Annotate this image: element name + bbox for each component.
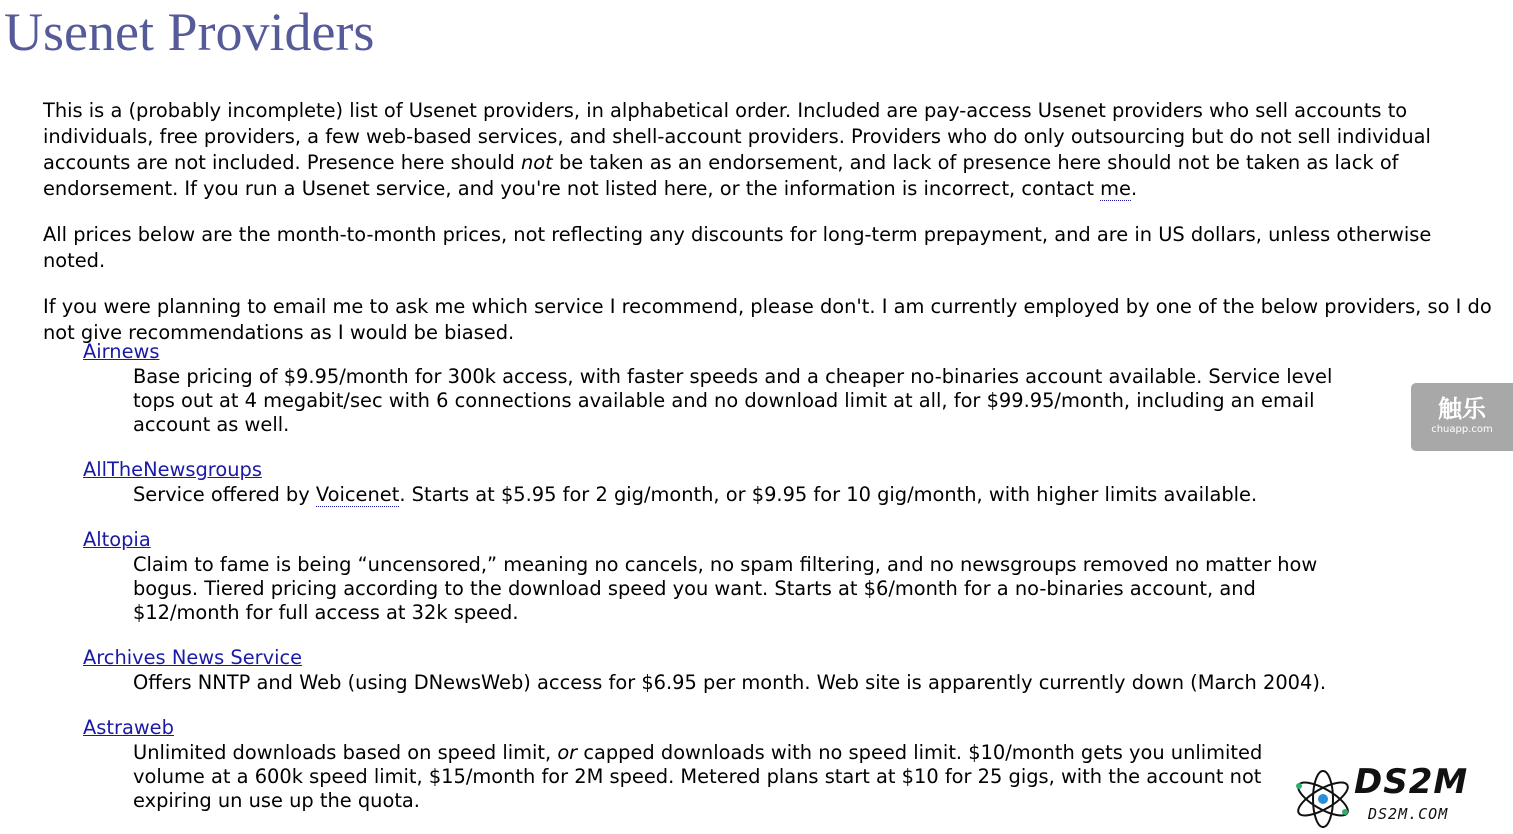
intro-paragraph-3: If you were planning to email me to ask me which service I recommend, please don't. I am currently employed by one of the below providers, so I do not give recommendations as I would be biased. bbox=[43, 295, 1492, 344]
intro-text-after: be taken as an endorsement, and lack of presence here should not be taken as lack of endorsement. If you run a Usenet service, and you're not listed here, or the information is incorrect, contact bbox=[43, 151, 1399, 200]
provider-description-archives-news-service: Offers NNTP and Web (using DNewsWeb) access for $6.95 per month. Web site is apparently currently down (March 2004). bbox=[133, 671, 1327, 694]
provider-link-airnews[interactable]: Airnews bbox=[83, 340, 160, 363]
description-text: Service offered by bbox=[133, 483, 316, 506]
provider-entry-airnews bbox=[83, 340, 1333, 365]
badge-logo-text: 触乐 bbox=[1438, 395, 1486, 423]
description-text-after: capped downloads with no speed limit. $10/month gets you unlimited volume at a 600k speed limit, $15/month for 2M speed. Metered plans start at $10 for 25 gigs, with the account not expiring un use up the quota. bbox=[133, 741, 1263, 812]
provider-entry-altopia bbox=[83, 528, 1333, 553]
provider-entry-archives-news-service bbox=[83, 646, 1333, 671]
description-text: Unlimited downloads based on speed limit, bbox=[133, 741, 558, 764]
intro-paragraph-1 bbox=[43, 98, 1493, 202]
intro-text: This is a (probably incomplete) list of Usenet providers, in alphabetical order. Included are pay-access Usenet providers who sell accounts to individuals, free providers, a few web-based services, and shell-account providers. Providers who do only outsourcing but do not sell individual accounts are not included. Presence here should bbox=[43, 99, 1431, 174]
provider-link-astraweb[interactable]: Astraweb bbox=[83, 716, 174, 739]
watermark-domain-text: DS2M.COM bbox=[1368, 805, 1449, 823]
provider-link-allthenewsgroups[interactable]: AllTheNewsgroups bbox=[83, 458, 262, 481]
intro-paragraph-2: All prices below are the month-to-month prices, not reflecting any discounts for long-term prepayment, and are in US dollars, unless otherwise noted. bbox=[43, 223, 1432, 272]
description-emphasis: or bbox=[557, 741, 578, 764]
provider-list bbox=[83, 340, 1333, 834]
intro-section bbox=[43, 98, 1493, 366]
corner-watermark bbox=[1290, 760, 1505, 832]
intro-end: . bbox=[1130, 177, 1138, 200]
page-title: Usenet Providers bbox=[4, 2, 375, 62]
atom-logo-icon bbox=[1290, 766, 1356, 832]
provider-description-allthenewsgroups bbox=[133, 483, 1333, 507]
intro-emphasis: not bbox=[521, 151, 553, 174]
provider-link-altopia[interactable]: Altopia bbox=[83, 528, 151, 551]
watermark-brand-text: DS2M bbox=[1354, 762, 1469, 802]
provider-description-astraweb bbox=[133, 741, 1333, 813]
provider-entry-allthenewsgroups bbox=[83, 458, 1333, 483]
voicenet-link[interactable]: Voicenet bbox=[315, 483, 400, 506]
badge-domain-text: chuapp.com bbox=[1431, 424, 1493, 435]
provider-link-archives-news-service[interactable]: Archives News Service bbox=[83, 646, 303, 669]
provider-description-airnews: Base pricing of $9.95/month for 300k access, with faster speeds and a cheaper no-binaries account available. Service level tops out at 4 megabit/sec with 6 connections available and no download limit at all, for $99.95/month, including an email account as well. bbox=[133, 365, 1333, 436]
contact-me-link[interactable]: me bbox=[1100, 177, 1131, 200]
side-watermark-badge bbox=[1411, 383, 1513, 451]
description-text-after: . Starts at $5.95 for 2 gig/month, or $9.95 for 10 gig/month, with higher limits available. bbox=[399, 483, 1258, 506]
provider-description-altopia: Claim to fame is being “uncensored,” meaning no cancels, no spam filtering, and no newsgroups removed no matter how bogus. Tiered pricing according to the download speed you want. Starts at $6/month for a no-binaries account, and $12/month for full access at 32k speed. bbox=[133, 553, 1318, 624]
provider-entry-astraweb bbox=[83, 716, 1333, 741]
